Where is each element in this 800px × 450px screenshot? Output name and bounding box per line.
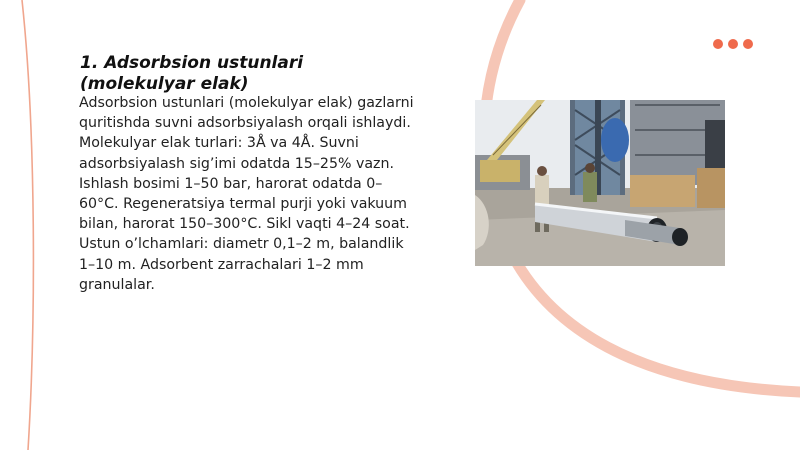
slide-body-text: Adsorbsion ustunlari (molekulyar elak) gazlarni quritishda suvni adsorbsiyalash orqali ishlaydi. Molekulyar elak turlari: 3Å va 4Å. Suvni adsorbsiyalash sig’imi odatda 15–25% vazn. Ishlash bosimi 1–50 bar, harorat odatda 0–60°C. Regeneratsiya termal purji yoki vakuum bilan, harorat 150–300°C. Sikl vaqti 4–24 soat. Ustun o’lchamlari: diametr 0,1–2 m, balandlik 1–10 m. Adsorbent zarrachalari 1–2 mm granulalar. xyxy=(79,95,414,293)
dot-icon xyxy=(743,39,753,49)
slide-title: 1. Adsorbsion ustunlari (molekulyar elak) xyxy=(80,53,304,94)
industrial-site-photo xyxy=(475,100,725,266)
left-decorative-curve xyxy=(22,0,33,450)
dot-icon xyxy=(728,39,738,49)
dot-icon xyxy=(713,39,723,49)
decorative-dots xyxy=(713,39,753,49)
